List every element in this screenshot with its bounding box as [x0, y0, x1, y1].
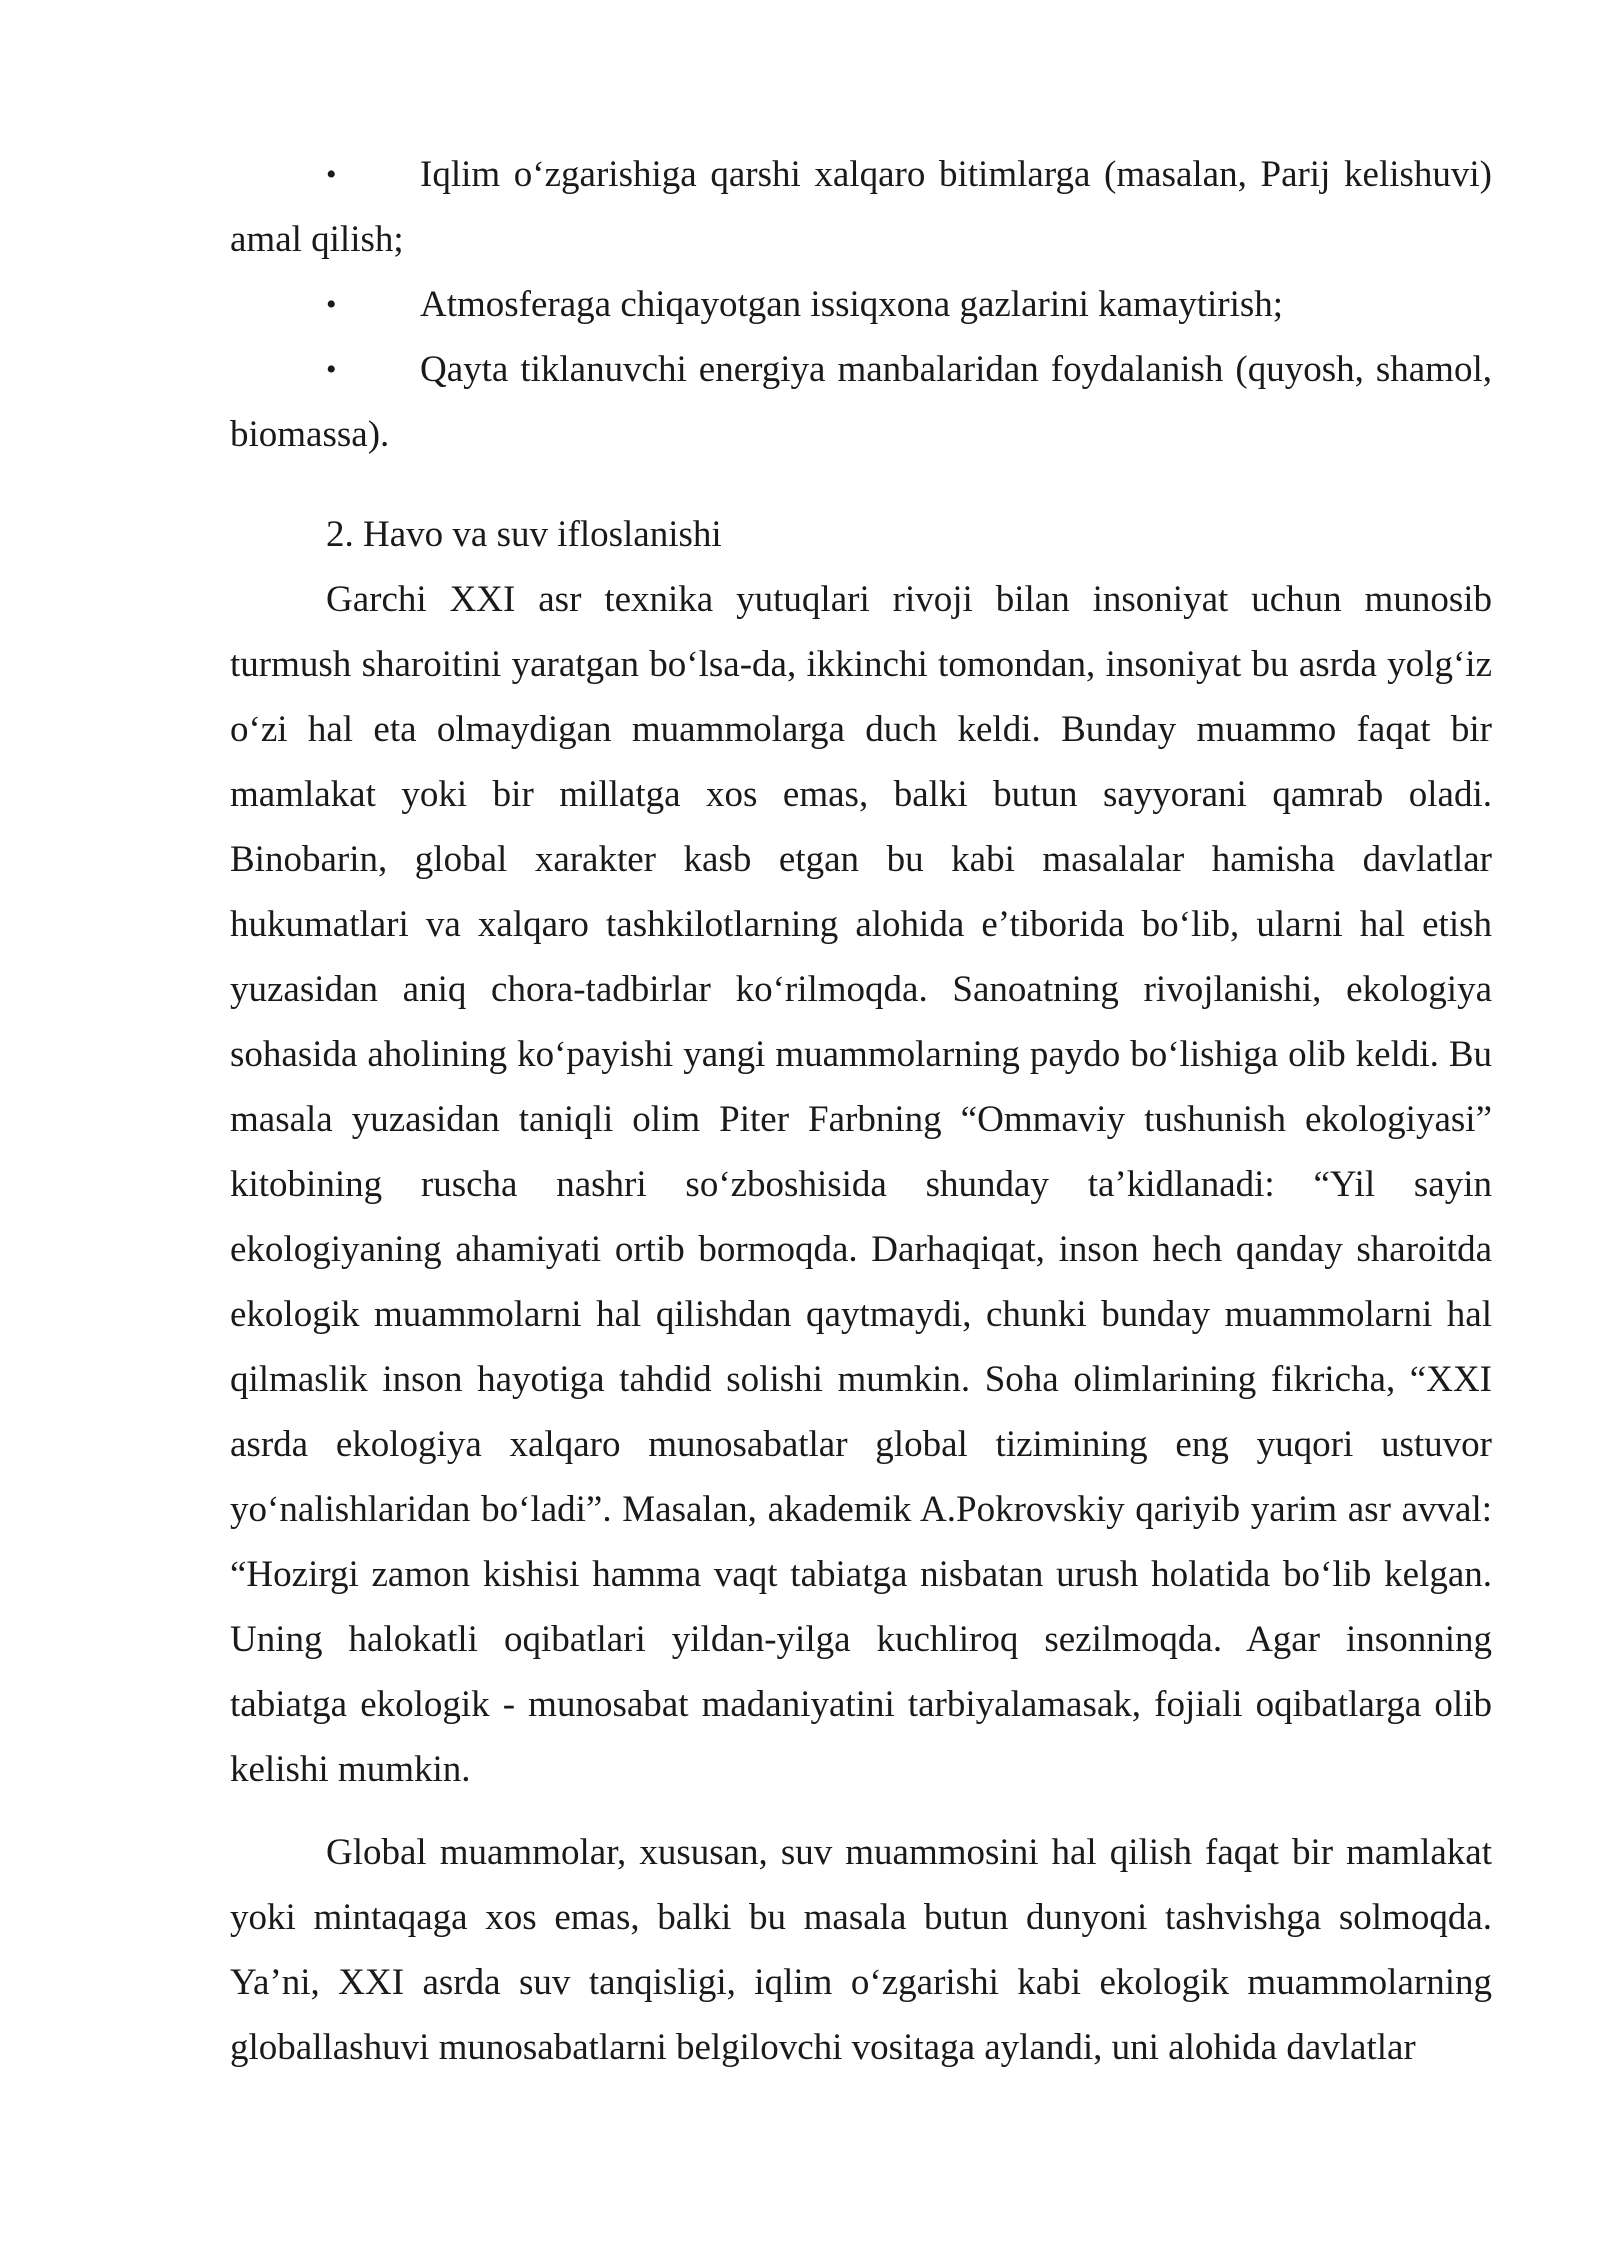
bullet-text: Atmosferaga chiqayotgan issiqxona gazlarini kamaytirish;	[420, 284, 1284, 325]
body-paragraph: Garchi XXI asr texnika yutuqlari rivoji bilan insoniyat uchun munosib turmush sharoitini yaratgan bo‘lsa-da, ikkinchi tomondan, insoniyat bu asrda yolg‘iz o‘zi hal eta olmaydigan muammolarga duch keldi. Bunday muammo faqat bir mamlakat yoki bir millatga xos emas, balki butun sayyorani qamrab oladi. Binobarin, global xarakter kasb etgan bu kabi masalalar hamisha davlatlar hukumatlari va xalqaro tashkilotlarning alohida e’tiborida bo‘lib, ularni hal etish yuzasidan aniq chora-tadbirlar ko‘rilmoqda. Sanoatning rivojlanishi, ekologiya sohasida aholining ko‘payishi yangi muammolarning paydo bo‘lishiga olib keldi. Bu masala yuzasidan taniqli olim Piter Farbning “Ommaviy tushunish ekologiyasi” kitobining ruscha nashri so‘zboshisida shunday ta’kidlanadi: “Yil sayin ekologiyaning ahamiyati ortib bormoqda. Darhaqiqat, inson hech qanday sharoitda ekologik muammolarni hal qilishdan qaytmaydi, chunki bunday muammolarni hal qilmaslik inson hayotiga tahdid solishi mumkin. Soha olimlarining fikricha, “XXI asrda ekologiya xalqaro munosabatlar global tizimining eng yuqori ustuvor yo‘nalishlaridan bo‘ladi”. Masalan, akademik A.Pokrovskiy qariyib yarim asr avval: “Hozirgi zamon kishisi hamma vaqt tabiatga nisbatan urush holatida bo‘lib kelgan. Uning halokatli oqibatlari yildan-yilga kuchliroq sezilmoqda. Agar insonning tabiatga ekologik - munosabat madaniyatini tarbiyalamasak, fojiali oqibatlarga olib kelishi mumkin.	[230, 579, 1492, 1790]
bullet-list	[230, 142, 1492, 467]
bullet-text: Qayta tiklanuvchi energiya manbalaridan foydalanish (quyosh, shamol, biomassa).	[230, 349, 1492, 455]
section-heading: 2. Havo va suv ifloslanishi	[326, 514, 722, 555]
page-content	[230, 142, 1492, 2080]
bullet-item-greenhouse-gases	[230, 272, 1492, 337]
bullet-item-renewable-energy	[230, 337, 1492, 467]
bullet-icon: •	[326, 288, 337, 321]
body-paragraph: Global muammolar, xususan, suv muammosini hal qilish faqat bir mamlakat yoki mintaqaga xos emas, balki bu masala butun dunyoni tashvishga solmoqda. Ya’ni, XXI asrda suv tanqisligi, iqlim o‘zgarishi kabi ekologik muammolarning globallashuvi munosabatlarni belgilovchi vositaga aylandi, uni alohida davlatlar	[230, 1832, 1492, 2068]
bullet-icon: •	[326, 158, 337, 191]
bullet-text: Iqlim o‘zgarishiga qarshi xalqaro bitimlarga (masalan, Parij kelishuvi) amal qilish;	[230, 154, 1492, 260]
bullet-item-agreements	[230, 142, 1492, 272]
bullet-icon: •	[326, 353, 337, 386]
